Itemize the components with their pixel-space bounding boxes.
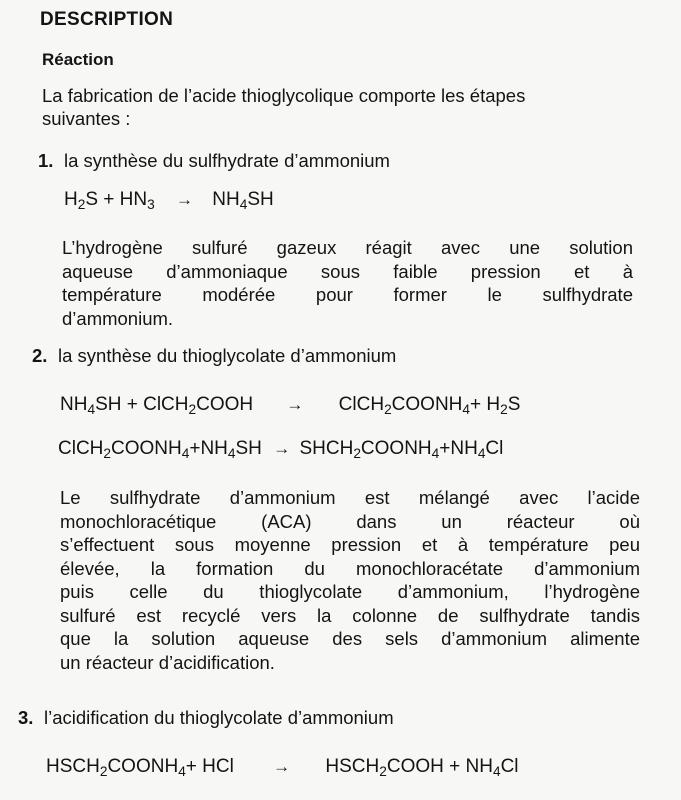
eq-term: COOH [196, 394, 254, 415]
eq-subscript: 4 [178, 764, 186, 780]
eq-term: + H [470, 394, 501, 415]
step-number: 2. [32, 345, 48, 366]
reaction-arrow: → [286, 395, 304, 414]
eq-term: COOH + NH [386, 756, 493, 777]
paragraph-line: L’hydrogène sulfuré gazeux réagit avec une solution [62, 237, 633, 258]
eq-term: ClCH [58, 438, 104, 459]
eq-term: H [64, 189, 78, 210]
eq-term: SH + ClCH [95, 394, 189, 415]
eq-subscript: 2 [103, 446, 111, 462]
step-number: 3. [18, 707, 34, 728]
eq-subscript: 4 [462, 402, 471, 418]
paragraph-line: d’ammonium. [62, 307, 174, 329]
eq-subscript: 2 [500, 402, 508, 418]
step-2-paragraph [60, 486, 640, 674]
eq-subscript: 4 [492, 764, 501, 780]
step-3-heading [18, 706, 394, 729]
eq-term: COONH [391, 394, 463, 415]
eq-term: SH [235, 438, 262, 459]
step-1-paragraph [62, 236, 633, 330]
equation-2 [60, 394, 520, 416]
eq-subscript: 2 [99, 764, 108, 780]
eq-subscript: 2 [77, 197, 86, 213]
eq-term: Cl [485, 438, 504, 459]
eq-subscript: 2 [353, 446, 361, 462]
equation-4 [46, 756, 519, 778]
eq-subscript: 4 [477, 446, 486, 462]
reaction-arrow: → [273, 757, 291, 776]
eq-term: S [507, 394, 521, 415]
paragraph-line: Le sulfhydrate d’ammonium est mélangé avec l’acide [60, 487, 640, 508]
eq-subscript: 4 [181, 446, 190, 462]
eq-subscript: 4 [87, 402, 96, 418]
step-number: 1. [38, 150, 54, 171]
eq-term: S + HN [85, 189, 148, 210]
eq-term: +NH [189, 438, 228, 459]
paragraph-line: s’effectuent sous moyenne pression et à température peu [60, 534, 640, 555]
eq-term: SHCH [299, 438, 354, 459]
eq-term: COONH [360, 438, 432, 459]
step-1-heading [38, 149, 390, 172]
step-title: l’acidification du thioglycolate d’ammonium [44, 707, 394, 728]
section-heading: DESCRIPTION [40, 9, 174, 30]
eq-term: ClCH [338, 394, 385, 415]
intro-line-1: La fabrication de l’acide thioglycolique comporte les étapes [42, 85, 526, 106]
equation-3 [58, 438, 503, 460]
eq-term: +NH [439, 438, 478, 459]
eq-term: COONH [107, 756, 179, 777]
paragraph-line: que la solution aqueuse des sels d’ammonium alimente [60, 628, 640, 649]
paragraph-line: puis celle du thioglycolate d’ammonium, l’hydrogène [60, 581, 640, 602]
step-2-heading [32, 344, 396, 367]
paragraph-line: un réacteur d’acidification. [60, 651, 275, 673]
eq-subscript: 4 [227, 446, 236, 462]
intro-line-2: suivantes : [42, 108, 131, 129]
paragraph-line: élevée, la formation du monochloracétate d’ammonium [60, 557, 640, 579]
eq-term: COONH [111, 438, 182, 459]
step-title: la synthèse du thioglycolate d’ammonium [58, 345, 397, 366]
eq-term: SH [247, 189, 274, 210]
eq-subscript: 4 [431, 446, 440, 462]
eq-term: NH [60, 394, 88, 415]
reaction-arrow: → [273, 439, 291, 458]
eq-term: + HCl [185, 756, 234, 777]
paragraph-line: sulfuré est recyclé vers la colonne de sulfhydrate tandis [60, 604, 640, 626]
eq-subscript: 2 [188, 402, 197, 418]
eq-subscript: 2 [379, 764, 387, 780]
eq-term: HSCH [325, 756, 380, 777]
paragraph-line: aqueuse d’ammoniaque sous faible pression et à [62, 260, 633, 282]
subsection-heading: Réaction [42, 50, 114, 69]
eq-subscript: 4 [239, 197, 248, 213]
eq-term: NH [212, 189, 240, 210]
eq-term: Cl [500, 756, 519, 777]
eq-subscript: 2 [384, 402, 392, 418]
eq-term: HSCH [46, 756, 100, 777]
eq-subscript: 3 [147, 197, 155, 213]
equation-1 [64, 189, 274, 211]
reaction-arrow: → [176, 190, 194, 209]
step-title: la synthèse du sulfhydrate d’ammonium [64, 150, 390, 171]
paragraph-line: température modérée pour former le sulfhydrate [62, 284, 633, 305]
paragraph-line: monochloracétique (ACA) dans un réacteur où [60, 510, 640, 532]
